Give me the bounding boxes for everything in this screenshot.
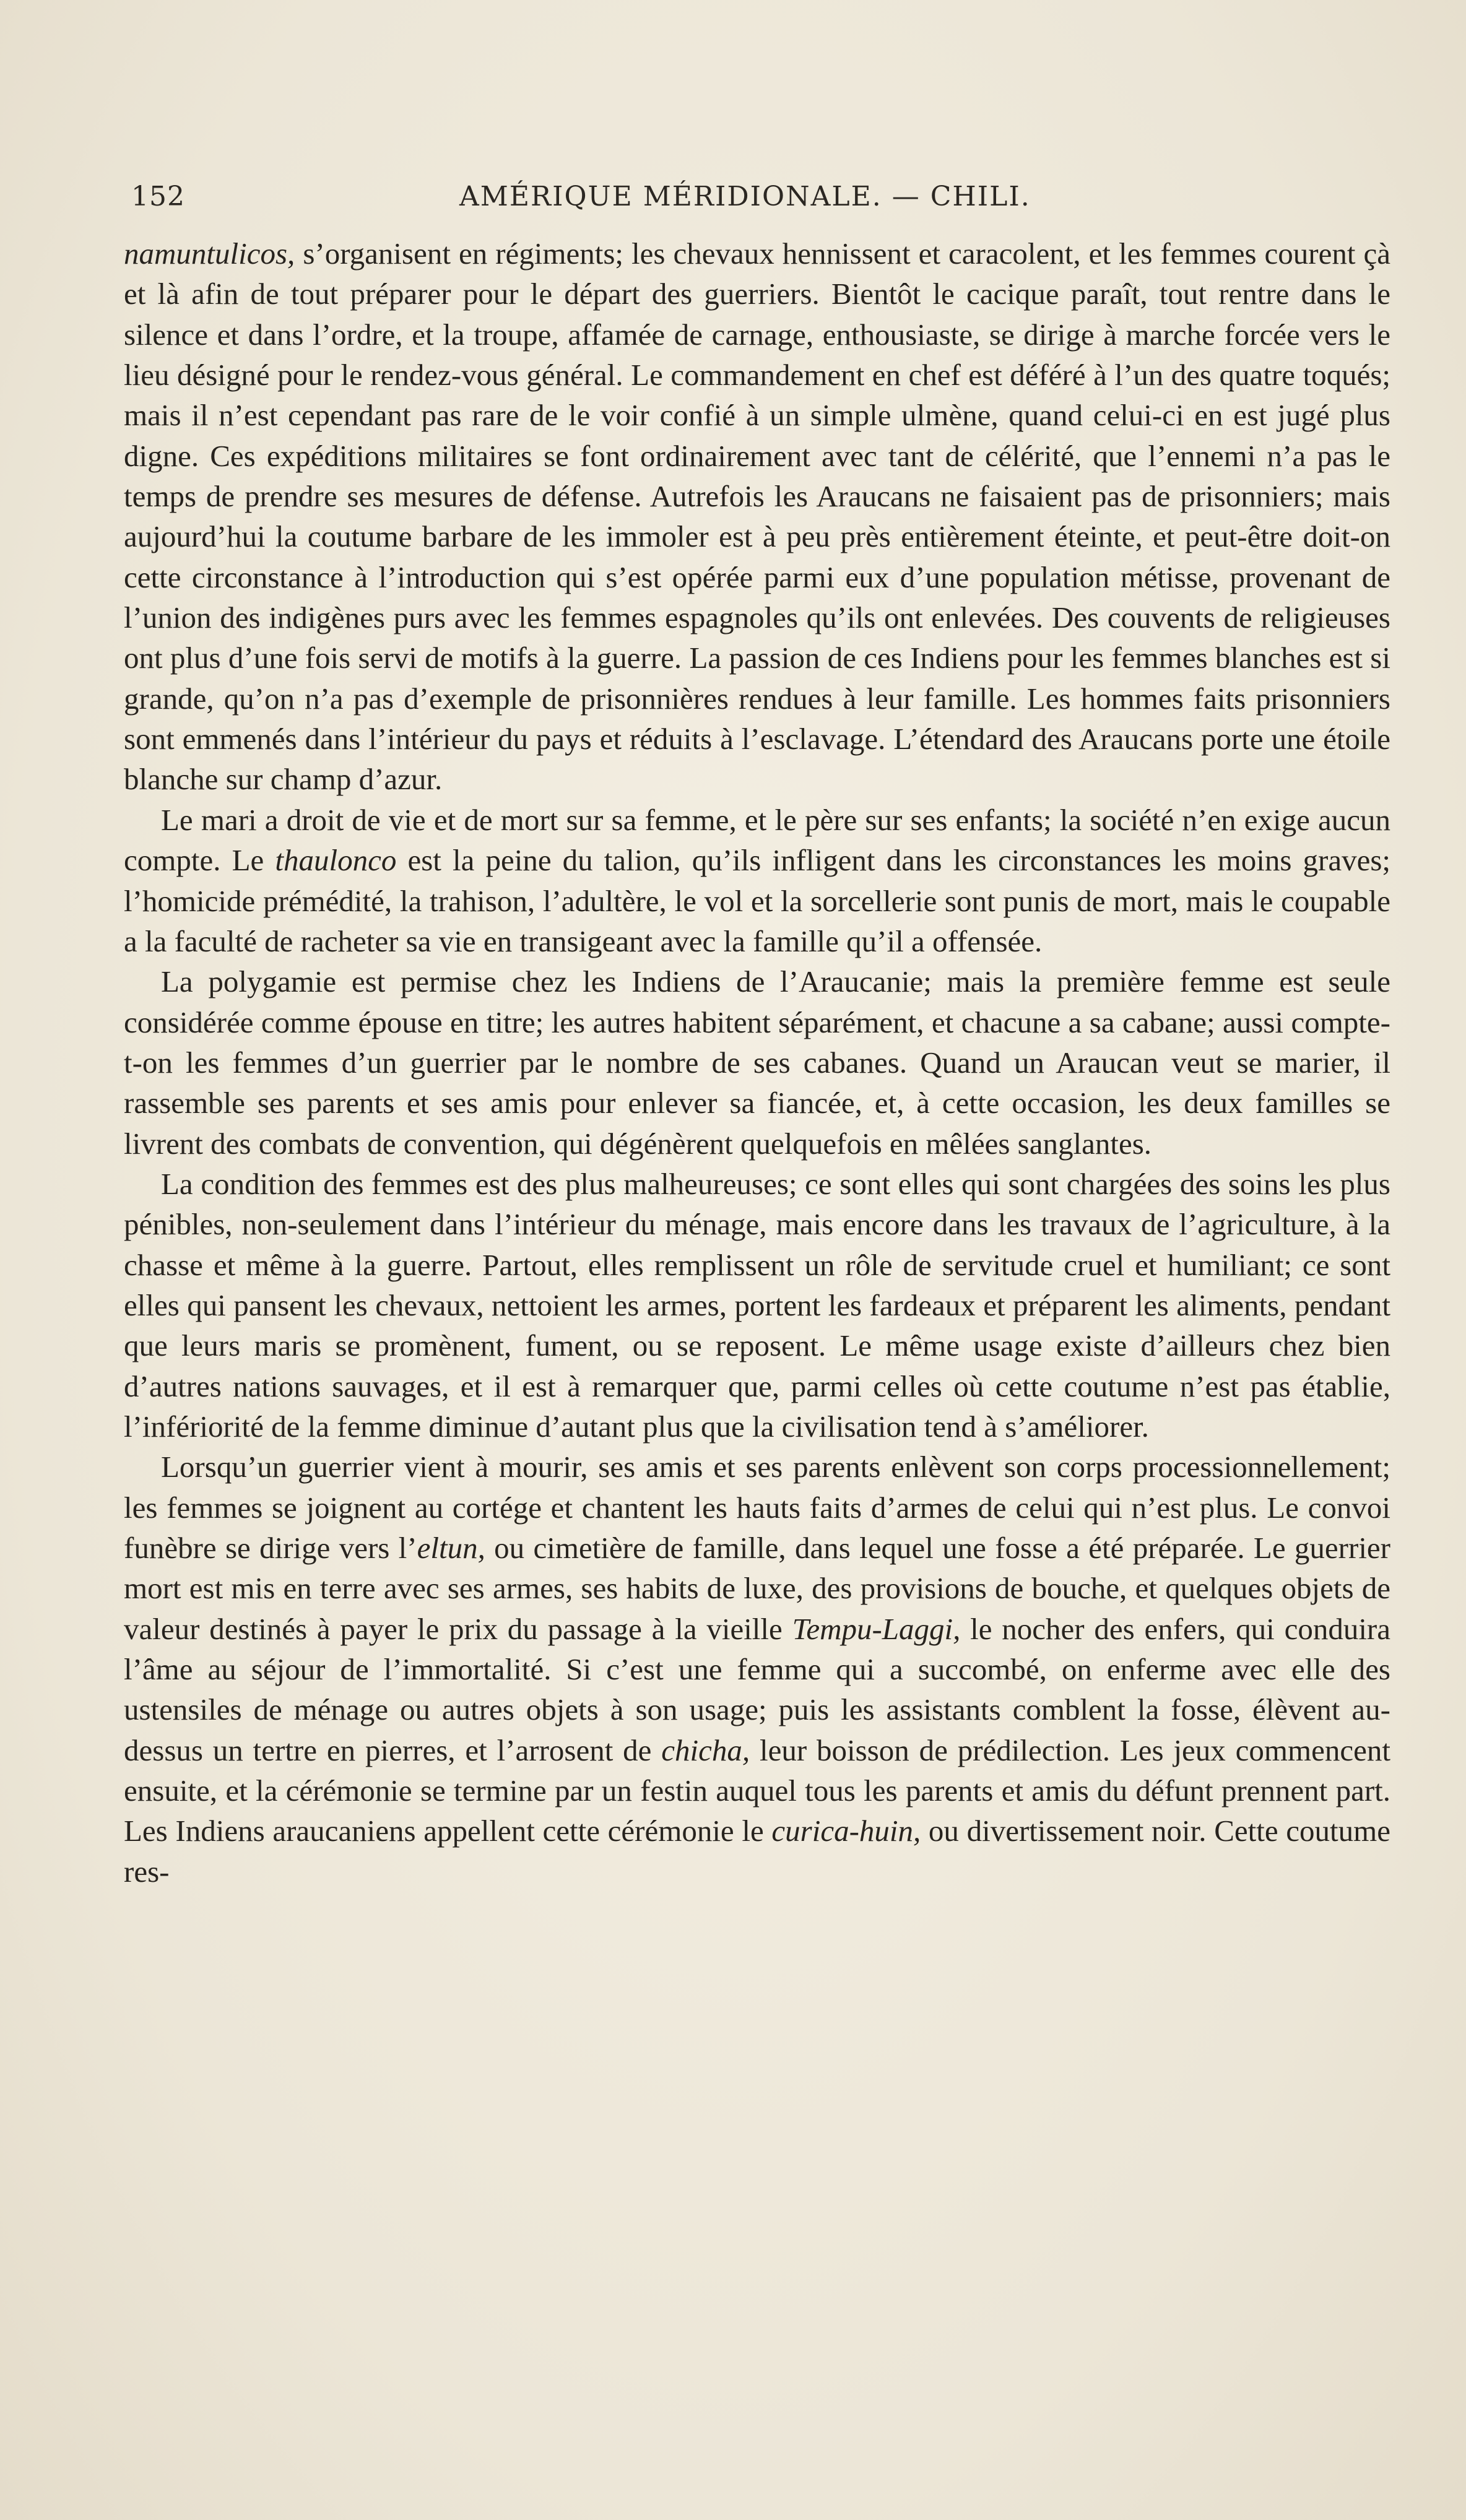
text-span: Le mari a droit de vie et de mort sur sa femme, et le père sur ses enfants; la société n’en exige aucun compte. Le	[124, 802, 1390, 878]
text-span: Lorsqu’un guerrier vient à mourir, ses amis et ses parents enlèvent son corps processionnellement; les femmes se joignent au cortége et chantent les hauts faits d’armes de celui qui n’est plus. Le convoi funèbre se dirige vers l’	[124, 1450, 1390, 1565]
paragraph	[124, 961, 1390, 1164]
text-span: est la peine du talion, qu’ils infligent dans les circonstances les moins graves; l’homicide prémédité, la trahison, l’adultère, le vol et la sorcellerie sont punis de mort, mais le coupable a la faculté de racheter sa vie en transigeant avec la famille qu’il a offensée.	[124, 843, 1391, 958]
page-header	[131, 181, 1202, 224]
paragraph	[124, 800, 1390, 961]
body-text	[124, 233, 1390, 1892]
text-span-italic: curica-huin,	[771, 1814, 921, 1848]
running-title: AMÉRIQUE MÉRIDIONALE. — CHILI.	[459, 181, 1031, 212]
text-span: La polygamie est permise chez les Indiens de l’Araucanie; mais la première femme est seule considérée comme épouse en titre; les autres habitent séparément, et chacune a sa cabane; aussi compte-t-on les femmes d’un guerrier par le nombre de ses cabanes. Quand un Araucan veut se marier, il rassemble ses parents et ses amis pour enlever sa fiancée, et, à cette occasion, les deux familles se livrent des combats de convention, qui dégénèrent quelquefois en mêlées sanglantes.	[124, 964, 1390, 1161]
text-span: ou divertissement noir. Cette coutume res-	[124, 1814, 1390, 1889]
text-span-italic: thaulonco	[275, 843, 397, 878]
text-span-italic: eltun,	[417, 1531, 485, 1565]
text-span: ou cimetière de famille, dans lequel une fosse a été préparée. Le guerrier mort est mis en terre avec ses armes, ses habits de luxe, des provisions de bouche, et quelques objets de valeur destinés à payer le prix du passage à la vieille	[124, 1531, 1390, 1646]
paragraph	[124, 1164, 1390, 1447]
text-span: La condition des femmes est des plus malheureuses; ce sont elles qui sont chargées des soins les plus pénibles, non-seulement dans l’intérieur du ménage, mais encore dans les travaux de l’agriculture, à la chasse et même à la guerre. Partout, elles remplissent un rôle de servitude cruel et humiliant; ce sont elles qui pansent les chevaux, nettoient les armes, portent les fardeaux et préparent les aliments, pendant que leurs maris se promènent, fument, ou se reposent. Le même usage existe d’ailleurs chez bien d’autres nations sauvages, et il est à remarquer que, parmi celles où cette coutume n’est pas établie, l’infériorité de la femme diminue d’autant plus que la civilisation tend à s’améliorer.	[124, 1166, 1390, 1444]
text-span: leur boisson de prédilection. Les jeux commencent ensuite, et la cérémonie se termine par un festin auquel tous les parents et amis du défunt prennent part. Les Indiens araucaniens appellent cette cérémonie le	[124, 1733, 1390, 1848]
text-span-italic: namuntulicos,	[124, 236, 295, 271]
text-span: s’organisent en régiments; les chevaux hennissent et caracolent, et les femmes courent çà et là afin de tout préparer pour le départ des guerriers. Bientôt le cacique paraît, tout rentre dans le silence et dans l’ordre, et la troupe, affamée de carnage, enthousiaste, se dirige à marche forcée vers le lieu désigné pour le rendez-vous général. Le commandement en chef est déféré à l’un des quatre toqués; mais il n’est cependant pas rare de le voir confié à un simple ulmène, quand celui-ci en est jugé plus digne. Ces expéditions militaires se font ordinairement avec tant de célérité, que l’ennemi n’a pas le temps de prendre ses mesures de défense. Autrefois les Araucans ne faisaient pas de prisonniers; mais aujourd’hui la coutume barbare de les immoler est à peu près entièrement éteinte, et peut-être doit-on cette circonstance à l’introduction qui s’est opérée parmi eux d’une population métisse, provenant de l’union des indigènes purs avec les femmes espagnoles qu’ils ont enlevées. Des couvents de religieuses ont plus d’une fois servi de motifs à la guerre. La passion de ces Indiens pour les femmes blanches est si grande, qu’on n’a pas d’exemple de prisonnières rendues à leur famille. Les hommes faits prisonniers sont emmenés dans l’intérieur du pays et réduits à l’esclavage. L’étendard des Araucans porte une étoile blanche sur champ d’azur.	[124, 236, 1390, 797]
paragraph	[124, 233, 1390, 800]
text-span: le nocher des enfers, qui conduira l’âme au séjour de l’immortalité. Si c’est une femme qui a succombé, on enferme avec elle des ustensiles de ménage ou autres objets à son usage; puis les assistants comblent la fosse, élèvent au-dessus un tertre en pierres, et l’arrosent de	[124, 1611, 1390, 1767]
text-span-italic: chicha,	[661, 1733, 750, 1767]
paragraph	[124, 1447, 1390, 1892]
page-number: 152	[131, 181, 185, 212]
text-span-italic: Tempu-Laggi,	[792, 1611, 961, 1646]
